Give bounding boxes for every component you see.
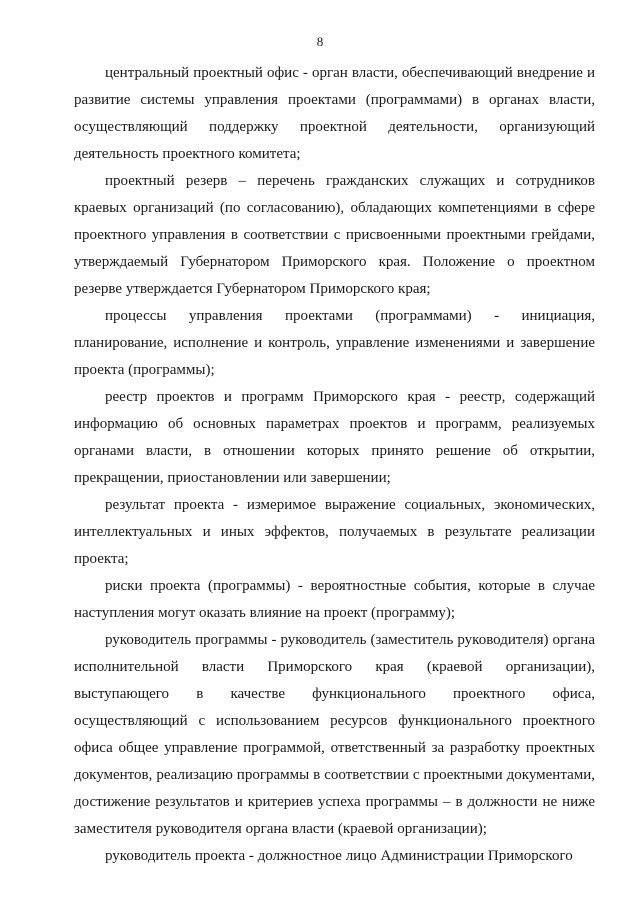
definition-project-result: результат проекта - измеримое выражение социальных, экономических, интеллектуальных и иных эффектов, получаемых в результате реализации проекта; xyxy=(74,497,595,567)
page-number: 8 xyxy=(316,34,324,49)
definition-project-reserve: проектный резерв – перечень гражданских служащих и сотрудников краевых организаций (по согласованию), обладающих компетенциями в сфере проектного управления в соответствии с присвоенными проектными грейдами, утверждаемый Губернатором Приморского края. Положение о проектном резерве утверждается Губернатором Приморского края; xyxy=(74,173,595,297)
definition-project-manager: руководитель проекта - должностное лицо Администрации Приморского xyxy=(105,848,573,864)
definition-project-management-processes: процессы управления проектами (программами) - инициация, планирование, исполнение и контроль, управление изменениями и завершение проекта (программы); xyxy=(74,308,595,378)
definition-project-registry: реестр проектов и программ Приморского края - реестр, содержащий информацию об основных параметрах проектов и программ, реализуемых органами власти, в отношении которых принято решение об открытии, прекращении, приостановлении или завершении; xyxy=(74,389,595,486)
definition-project-risks: риски проекта (программы) - вероятностные события, которые в случае наступления могут оказать влияние на проект (программу); xyxy=(74,578,595,621)
definition-central-project-office: центральный проектный офис - орган власти, обеспечивающий внедрение и развитие системы управления проектами (программами) в органах власти, осуществляющий поддержку проектной деятельности, организующий деятельность проектного комитета; xyxy=(74,65,595,162)
document-body xyxy=(74,60,595,870)
definition-program-manager: руководитель программы - руководитель (заместитель руководителя) органа исполнительной власти Приморского края (краевой организации), выступающего в качестве функционального проектного офиса, осуществляющий с использованием ресурсов функционального проектного офиса общее управление программой, ответственный за разработку проектных документов, реализацию программы в соответствии с проектными документами, достижение результатов и критериев успеха программы – в должности не ниже заместителя руководителя органа власти (краевой организации); xyxy=(74,632,595,837)
